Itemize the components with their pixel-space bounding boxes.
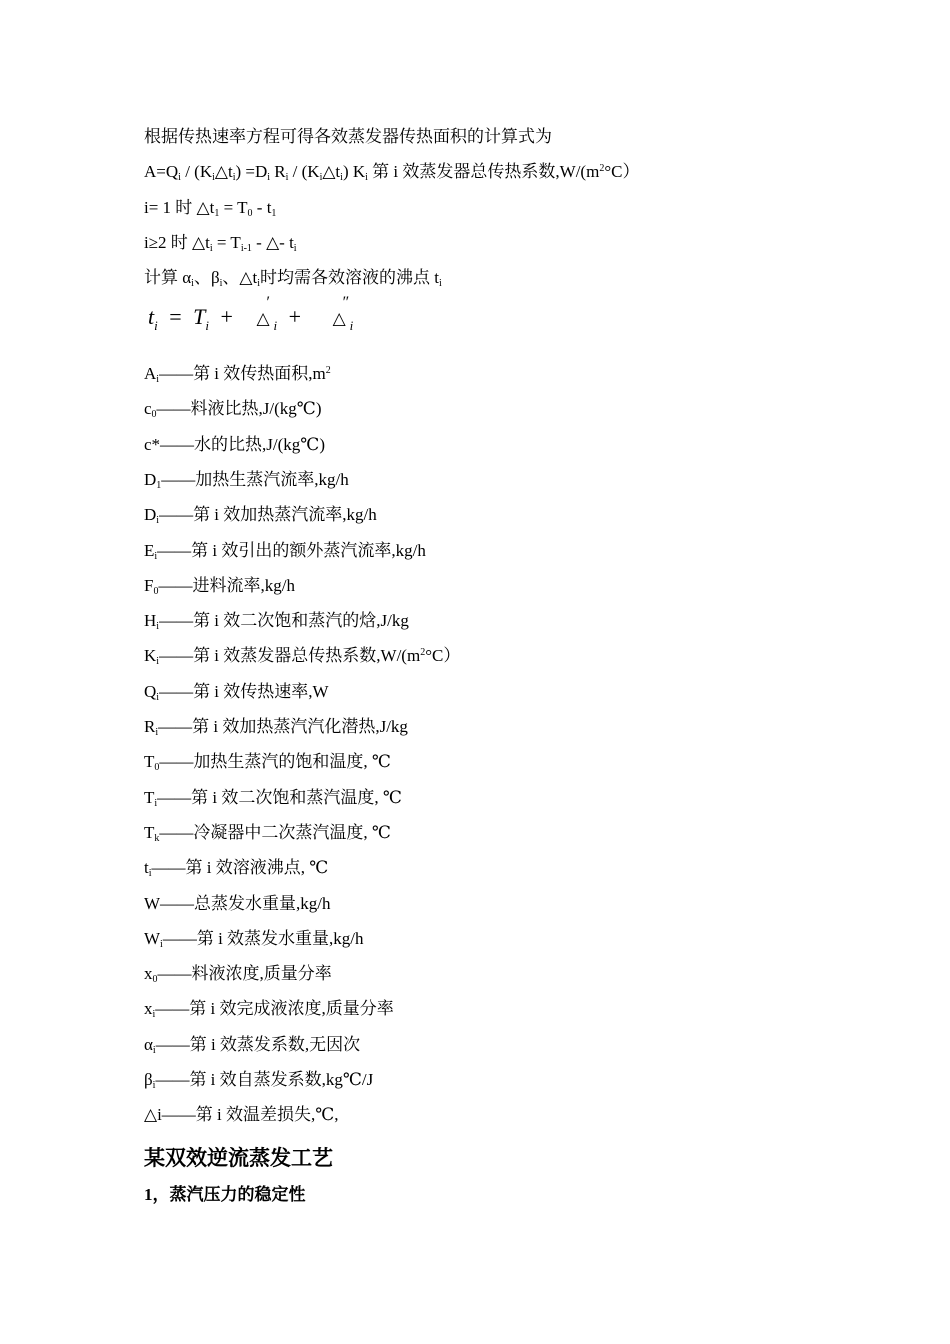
definition-line: [144, 788, 402, 808]
eq-text: i≥2 时 △t: [144, 233, 210, 252]
boiling-point-note: [144, 268, 442, 288]
formula-equals: =: [169, 304, 182, 329]
eq-text: / (K: [180, 162, 213, 181]
definition-symbol: x: [144, 964, 153, 983]
eq-text: ) =D: [235, 162, 268, 181]
delta-t-case-1: [144, 198, 276, 218]
eq-text: = T: [219, 198, 248, 217]
definition-line: [144, 823, 391, 843]
eq-text: 计算 α: [144, 268, 192, 287]
formula-delta-prime: [256, 294, 278, 334]
definition-symbol: T: [144, 752, 155, 771]
eq-text: △t: [214, 162, 233, 181]
definition-sub: i: [154, 798, 158, 809]
definition-sub: k: [154, 833, 160, 844]
definition-symbol: F: [144, 576, 154, 595]
definition-text: ——第 i 效传热速率,W: [159, 682, 329, 701]
definition-text: ——冷凝器中二次蒸汽温度, ℃: [159, 823, 391, 842]
definition-symbol: c: [144, 399, 152, 418]
eq-text: ) K: [342, 162, 366, 181]
definition-line: [144, 929, 364, 949]
eq-sub: i: [257, 278, 260, 289]
definition-text: ——加热生蒸汽流率,kg/h: [161, 470, 349, 489]
definition-text: ——第 i 效加热蒸汽流率,kg/h: [159, 505, 377, 524]
definition-text: ——加热生蒸汽的饱和温度, ℃: [159, 752, 391, 771]
formula-t: [148, 304, 158, 334]
definition-line: [144, 894, 331, 914]
definition-text: ——第 i 效蒸发器总传热系数,W/(m: [159, 646, 421, 665]
formula-sub: i: [205, 318, 210, 333]
definition-line: [144, 646, 460, 666]
eq-text: - △- t: [251, 233, 294, 252]
definition-line: [144, 717, 408, 737]
eq-sub: i: [267, 172, 271, 183]
boiling-point-formula: [148, 294, 354, 338]
definition-sub: i: [155, 727, 159, 738]
prime-mark: ′: [266, 294, 270, 311]
eq-sub: i: [285, 172, 289, 183]
definition-sub: 1: [156, 480, 162, 491]
eq-sub: 1: [271, 208, 277, 219]
definition-text: ——总蒸发水重量,kg/h: [160, 894, 331, 913]
definition-line: [144, 364, 331, 384]
definition-line: [144, 858, 328, 878]
definition-symbol: β: [144, 1070, 153, 1089]
definition-symbol: x: [144, 999, 153, 1018]
definition-symbol: K: [144, 646, 157, 665]
eq-text: 、△t: [222, 268, 258, 287]
definition-text: ——第 i 效引出的额外蒸汽流率,kg/h: [157, 541, 426, 560]
definition-text: ——第 i 效二次饱和蒸汽温度, ℃: [157, 788, 402, 807]
eq-sub: i: [293, 243, 297, 254]
formula-sub: i: [273, 318, 278, 333]
eq-sub: i-1: [240, 243, 252, 254]
eq-sub: i: [365, 172, 368, 183]
definition-symbol: R: [144, 717, 156, 736]
eq-text: 、β: [193, 268, 220, 287]
formula-delta-double-prime: [332, 294, 354, 334]
definition-text: ——料液浓度,质量分率: [157, 964, 332, 983]
definition-line: [144, 541, 426, 561]
eq-sub: i: [191, 278, 194, 289]
eq-sub: 1: [214, 208, 220, 219]
subsection-heading: 1，蒸汽压力的稳定性: [144, 1185, 306, 1204]
definition-line: [144, 399, 321, 419]
definition-sub: i: [156, 621, 160, 632]
definition-sub: 0: [154, 762, 160, 773]
definition-line: [144, 999, 394, 1019]
delta-t-case-2: [144, 233, 297, 253]
definition-text: ——第 i 效溶液沸点, ℃: [151, 858, 329, 877]
definition-symbol: W: [144, 929, 161, 948]
definition-tail: °C）: [425, 646, 461, 665]
eq-text: - t: [252, 198, 272, 217]
definition-line: [144, 470, 349, 490]
definition-symbol: △i: [144, 1105, 162, 1124]
area-equation: [144, 162, 639, 182]
definition-text: ——第 i 效温差损失,℃,: [161, 1105, 339, 1124]
definition-sub: 0: [153, 586, 159, 597]
definition-symbol: Q: [144, 682, 157, 701]
eq-sub: i: [340, 172, 343, 183]
definition-text: ——进料流率,kg/h: [158, 576, 295, 595]
definition-symbol: c*: [144, 435, 161, 454]
prime-mark: ″: [342, 294, 350, 311]
delta-symbol: △: [256, 309, 270, 328]
definition-line: [144, 1035, 360, 1055]
definition-sub: i: [156, 656, 160, 667]
definition-sub: i: [154, 551, 158, 562]
eq-text: A=Q: [144, 162, 179, 181]
eq-sub: i: [209, 243, 213, 254]
eq-text: °C）: [604, 162, 640, 181]
definition-sub: 0: [151, 409, 157, 420]
eq-sup: 2: [599, 163, 605, 174]
definition-text: ——第 i 效蒸发水重量,kg/h: [162, 929, 364, 948]
definition-line: [144, 682, 329, 702]
eq-sub: i: [178, 172, 181, 183]
definition-text: ——第 i 效自蒸发系数,kg℃/J: [155, 1070, 374, 1089]
definition-text: ——第 i 效加热蒸汽汽化潜热,J/kg: [158, 717, 408, 736]
definition-text: ——第 i 效完成液浓度,质量分率: [155, 999, 394, 1018]
definition-symbol: T: [144, 788, 155, 807]
definition-text: ——第 i 效蒸发系数,无因次: [155, 1035, 361, 1054]
eq-text: i= 1 时 △t: [144, 198, 215, 217]
formula-sub: i: [154, 318, 158, 333]
definition-line: [144, 576, 295, 596]
definition-sub: i: [152, 1045, 156, 1056]
formula-text: T: [193, 304, 206, 329]
definition-sub: i: [156, 515, 160, 526]
definition-sup: 2: [420, 647, 426, 658]
definition-sub: i: [156, 374, 160, 385]
eq-sub: i: [438, 278, 442, 289]
section-heading: 某双效逆流蒸发工艺: [144, 1146, 333, 1170]
definition-symbol: α: [144, 1035, 153, 1054]
eq-sub: i: [212, 172, 215, 183]
eq-text: 第 i 效蒸发器总传热系数,W/(m: [367, 162, 600, 181]
eq-sub: i: [319, 172, 323, 183]
definition-line: [144, 964, 332, 984]
definition-symbol: E: [144, 541, 155, 560]
definition-symbol: W: [144, 894, 161, 913]
definition-text: ——料液比热,J/(kg℃): [156, 399, 322, 418]
definition-line: [144, 1105, 339, 1125]
eq-text: 时均需各效溶液的沸点 t: [259, 268, 439, 287]
definition-text: ——水的比热,J/(kg℃): [160, 435, 325, 454]
definition-sub: i: [160, 939, 163, 950]
eq-sub: i: [219, 278, 223, 289]
formula-text: t: [148, 304, 155, 329]
definition-sub: i: [156, 692, 160, 703]
definition-sub: i: [152, 1080, 156, 1091]
definition-sub: i: [152, 1009, 156, 1020]
eq-sub: i: [232, 172, 236, 183]
formula-T: [193, 304, 209, 334]
definition-symbol: A: [144, 364, 157, 383]
definition-text: ——第 i 效传热面积,m: [159, 364, 326, 383]
definition-symbol: t: [144, 858, 149, 877]
definition-symbol: D: [144, 505, 157, 524]
definition-symbol: T: [144, 823, 155, 842]
definition-symbol: H: [144, 611, 157, 630]
eq-text: △t: [322, 162, 341, 181]
eq-sub: 0: [247, 208, 253, 219]
eq-text: / (K: [288, 162, 320, 181]
delta-symbol: △: [332, 309, 346, 328]
eq-text: = T: [212, 233, 241, 252]
definition-line: [144, 752, 391, 772]
formula-plus: +: [220, 304, 233, 329]
definition-line: [144, 505, 377, 525]
intro-text: 根据传热速率方程可得各效蒸发器传热面积的计算式为: [144, 127, 552, 146]
definition-text: ——第 i 效二次饱和蒸汽的焓,J/kg: [159, 611, 409, 630]
definition-line: [144, 1070, 373, 1090]
eq-text: R: [270, 162, 286, 181]
definition-sub: 0: [152, 974, 158, 985]
formula-plus: +: [288, 304, 302, 329]
definition-line: [144, 435, 325, 455]
definition-line: [144, 611, 409, 631]
formula-sub: i: [349, 318, 354, 333]
definition-sup: 2: [325, 365, 331, 376]
definition-symbol: D: [144, 470, 157, 489]
definition-sub: i: [148, 868, 152, 879]
